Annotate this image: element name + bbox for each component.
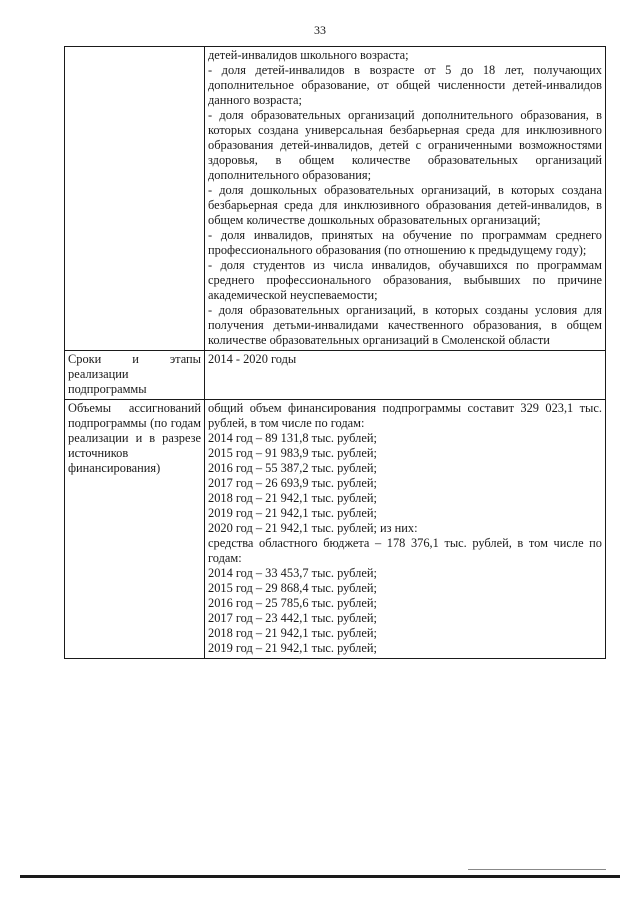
- indicators-value-cell: [205, 47, 606, 351]
- regional-year-line: 2018 год – 21 942,1 тыс. рублей;: [208, 626, 377, 640]
- financing-year-line: 2016 год – 55 387,2 тыс. рублей;: [208, 461, 377, 475]
- bottom-rule: [20, 875, 620, 878]
- financing-total-text: общий объем финансирования подпрограммы составит 329 023,1 тыс. рублей, в том числе по годам:: [208, 401, 602, 430]
- financing-label: Объемы ассигнований подпрограммы (по годам реализации и в разрезе источников финансирования): [65, 400, 205, 659]
- table-row-financing: [65, 400, 606, 659]
- financing-year-line: 2020 год – 21 942,1 тыс. рублей; из них:: [208, 521, 418, 535]
- indicator-item: - доля детей-инвалидов в возрасте от 5 до 18 лет, получающих дополнительное образование, от общей численности детей-инвалидов данного возраста;: [208, 63, 602, 107]
- indicator-item: - доля студентов из числа инвалидов, обучавшихся по программам среднего профессионального образования, выбывших по причине академической неуспеваемости;: [208, 258, 602, 302]
- footnote-separator: [468, 869, 606, 870]
- indicator-item: - доля образовательных организаций дополнительного образования, в которых создана универсальная безбарьерная среда для инклюзивного образования детей-инвалидов, детей с ограниченными возможностями здоровья, в общем количестве образовательных организаций дополнительного образования;: [208, 108, 602, 182]
- financing-year-line: 2014 год – 89 131,8 тыс. рублей;: [208, 431, 377, 445]
- regional-year-line: 2014 год – 33 453,7 тыс. рублей;: [208, 566, 377, 580]
- regional-year-line: 2019 год – 21 942,1 тыс. рублей;: [208, 641, 377, 655]
- indicators-label-cell: [65, 47, 205, 351]
- financing-year-line: 2019 год – 21 942,1 тыс. рублей;: [208, 506, 377, 520]
- regional-year-line: 2016 год – 25 785,6 тыс. рублей;: [208, 596, 377, 610]
- table-row-terms: [65, 351, 606, 400]
- indicator-item: - доля дошкольных образовательных организаций, в которых создана безбарьерная среда для инклюзивного образования детей-инвалидов, в общем количестве дошкольных образовательных организаций;: [208, 183, 602, 227]
- regional-year-line: 2015 год – 29 868,4 тыс. рублей;: [208, 581, 377, 595]
- financing-value-cell: [205, 400, 606, 659]
- page-number: 33: [314, 23, 326, 37]
- financing-year-line: 2018 год – 21 942,1 тыс. рублей;: [208, 491, 377, 505]
- financing-year-line: 2017 год – 26 693,9 тыс. рублей;: [208, 476, 377, 490]
- table-row-indicators: [65, 47, 606, 351]
- regional-budget-text: средства областного бюджета – 178 376,1 тыс. рублей, в том числе по годам:: [208, 536, 602, 565]
- terms-value: 2014 - 2020 годы: [205, 351, 606, 400]
- indicator-item: детей-инвалидов школьного возраста;: [208, 48, 409, 62]
- financing-year-line: 2015 год – 91 983,9 тыс. рублей;: [208, 446, 377, 460]
- regional-year-line: 2017 год – 23 442,1 тыс. рублей;: [208, 611, 377, 625]
- indicator-item: - доля образовательных организаций, в которых созданы условия для получения детьми-инвалидами качественного образования, в общем количестве образовательных организаций в Смоленской области: [208, 303, 602, 347]
- indicator-item: - доля инвалидов, принятых на обучение по программам среднего профессионального образования (по отношению к предыдущему году);: [208, 228, 602, 257]
- terms-label: Сроки и этапы реализации подпрограммы: [65, 351, 205, 400]
- passport-table: [64, 46, 606, 659]
